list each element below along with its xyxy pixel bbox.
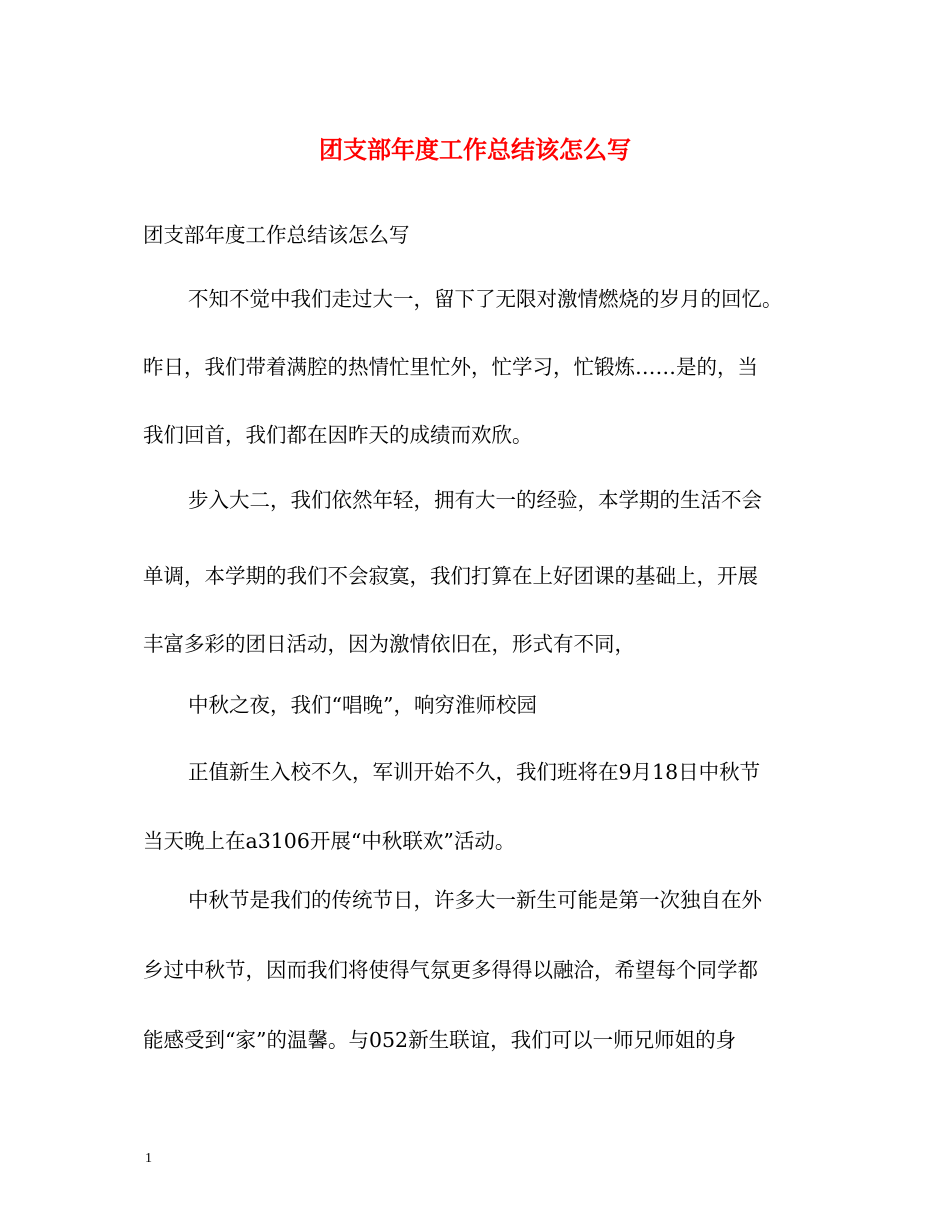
document-title: 团支部年度工作总结该怎么写 (319, 135, 631, 164)
section-heading-line: 中秋之夜，我们“唱晚”，响穷淮师校园 (188, 693, 537, 717)
page-number: 1 (145, 1151, 152, 1166)
paragraph-line: 单调，本学期的我们不会寂寞，我们打算在上好团课的基础上，开展 (143, 564, 758, 588)
paragraph-line: 步入大二，我们依然年轻，拥有大一的经验，本学期的生活不会 (188, 488, 762, 512)
paragraph-line: 能感受到“家”的温馨。与052新生联谊，我们可以一师兄师姐的身 (143, 1028, 737, 1052)
paragraph-line: 当天晚上在a3106开展“中秋联欢”活动。 (143, 829, 516, 853)
paragraph-line: 乡过中秋节，因而我们将使得气氛更多得得以融洽，希望每个同学都 (143, 958, 758, 982)
paragraph-line: 不知不觉中我们走过大一，留下了无限对激情燃烧的岁月的回忆。 (188, 287, 783, 311)
paragraph-line: 中秋节是我们的传统节日，许多大一新生可能是第一次独自在外 (188, 888, 762, 912)
subtitle-line: 团支部年度工作总结该怎么写 (143, 223, 410, 247)
paragraph-line: 我们回首，我们都在因昨天的成绩而欢欣。 (143, 423, 533, 447)
paragraph-line: 丰富多彩的团日活动，因为激情依旧在，形式有不同， (143, 632, 635, 656)
paragraph-line: 昨日，我们带着满腔的热情忙里忙外，忙学习，忙锻炼……是的，当 (143, 355, 758, 379)
paragraph-line: 正值新生入校不久，军训开始不久，我们班将在9月18日中秋节 (188, 760, 761, 784)
